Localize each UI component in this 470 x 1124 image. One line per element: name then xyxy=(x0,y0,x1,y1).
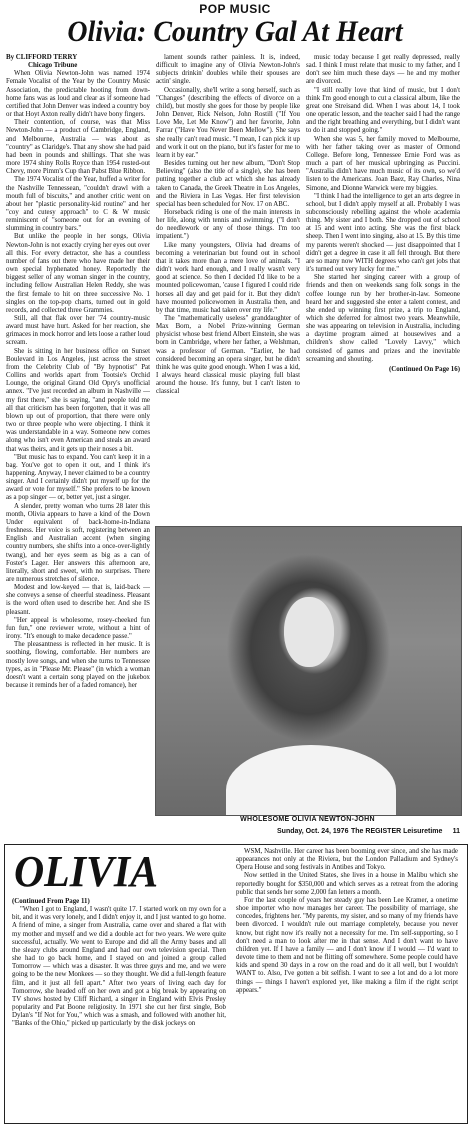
continuation-title: OLIVIA xyxy=(14,847,159,896)
paragraph: Still, all that flak over her '74 country-music award must have hurt. Asked for her reaction, she grimaces in mock horror and lets loose a rather loud scream. xyxy=(6,315,150,347)
page-folio xyxy=(155,828,460,840)
paragraph: The "mathematically useless" granddaughter of Max Born, a Nobel Prize-winning German physicist whose best friend Albert Einstein, she was born in Cambridge, where her father, a Welshman, was a professor of German. "Earlier, he had considered becoming an opera singer, but he didn't think he was quite good enough. When I was a kid, I always heard classical music playing full blast around the house. It's funny, but I can't listen to classical xyxy=(156,315,300,396)
paragraph: "I think I had the intelligence to get an arts degree in school, but I didn't apply myself at all. Probably I was subconsciously rebelling against the whole academia thing. My sister and I both. She dropped out of school at 15 and went into acting. She was the first black sheep. Then I went into singing, also at 15. By this time my parents weren't shocked — just disappointed that I didn't get a degree in case it all fell through. But there are so many now WITH degrees who can't get jobs that it's turned out very lucky for me." xyxy=(306,192,460,274)
paragraph: But unlike the people in her songs, Olivia Newton-John is not exactly crying her eyes out over all this. For every detractor, she has a countless number of fans out there who have made her their own special hyphenated honey. Reportedly the biggest seller of any woman singer in the country, including fellow Australian Helen Reddy, she was the first female to hit on three successive No. 1 singles on the top-pop charts, turned out in gold records, and collected three Grammies. xyxy=(6,233,150,314)
section-label: POP MUSIC xyxy=(199,2,271,16)
folio-date: Sunday, Oct. 24, 1976 xyxy=(277,828,349,835)
article-headline: Olivia: Country Gal At Heart xyxy=(67,15,403,48)
photo-caption: WHOLESOME OLIVIA NEWTON-JOHN xyxy=(240,816,375,823)
folio-page-number: 11 xyxy=(452,828,460,835)
paragraph: "When I got to England, I wasn't quite 17. I started work on my own for a bit, and it was very lonely, and I didn't enjoy it, and I just wanted to go home. A friend of mine, a singer from Australia, came over and shared a flat with my mother and myself and we did a double act for two years. We were quite successful, actually. We went to Europe and did all the Army bases and all the sleazy clubs around England and had our own television special. Then she had to go back home, and I stayed on and joined a group called Tomorrow — which was a disaster. It was three guys and me, and we were going to be the new Monkees — so they thought. We did a full-length feature film, and it just all fell apart." After two years of living each day for Tomorrow, she headed off on her own and got a big break by appearing on TV shows hosted by Cliff Richard, a singer in England with Elvis Presley popularity and Pat Boone religiosity. In 1971 she cut her first single, Bob Dylan's "If Not for You," which was a smash, and followed with another hit, "Banks of the Ohio," picked up particularly by the disk jockeys on xyxy=(12,906,226,1028)
paragraph: The 1974 Vocalist of the Year, huffed a writer for the Nashville Tennessean, "couldn't drawl with a mouth full of biscuits," and another critic went on about her "plastic personality-kid routine" and her "coy and cutesy approach" to C & W music reminiscent of "someone out for an evening of slumming in country bars." xyxy=(6,176,150,233)
paragraph: Besides turning out her new album, "Don't Stop Believing" (also the title of a single), she has been putting together a club act which she has already taken to Canada, the Greek Theatre in Los Angeles, and the Riviera in Las Vegas. Her first television special has been scheduled for Nov. 17 on ABC. xyxy=(156,160,300,208)
continuation-column-1 xyxy=(12,898,226,1120)
continued-from-note: (Continued From Page 11) xyxy=(12,898,90,905)
paragraph: Now settled in the United States, she lives in a house in Malibu which she reportedly bought for $350,000 and which serves as a retreat from the adoring public that sends her some 2,000 fan letters a month. xyxy=(236,872,458,896)
paragraph: "I still really love that kind of music, but I don't think I'm good enough to cut a classical album, like the great one Streisand did. When I was about 14, I took one operatic lesson, and the teacher said I had the range and the right breathing and everything, but I didn't want to do it and stopped going." xyxy=(306,86,460,135)
paragraph: "But music has to expand. You can't keep it in a bag. You've got to open it out, and I think it's happening. Anyway, I never claimed to be a country singer. And I certainly didn't put myself up for the award or vote for myself." She prefers to be known as a pop singer — or, better yet, just a singer. xyxy=(6,453,150,502)
portrait-photo xyxy=(155,526,462,816)
paragraph: lament sounds rather painless. It is, indeed, difficult to imagine any of Olivia Newton-John's subjects drinkin' doubles while their spouses are actin' single. xyxy=(156,54,300,86)
paragraph: Modest and low-keyed — that is, laid-back — she conveys a sense of cheerful steadiness. Pleasant is the word often used to describe her. And she IS pleasant. xyxy=(6,584,150,616)
paragraph: For the last couple of years her steady guy has been Lee Kramer, a onetime shoe importer who now manages her career. The possibility of marriage, she concedes, frightens her. "My parents, my sister, and so many of my friends have been divorced. I wouldn't rule out marriage completely, because you never know, but right now it's really not a necessity for me. I'm self-supporting, so I don't need a man to look after me in that sense. And I don't want to have children yet. If I have a family — and I don't know if I would — I'd want to devote time to them and not be flitting off somewhere. Some people could have kids and spend 30 days in a row on the road and do it all well, but I wouldn't WANT to. Also, I've gotten a bit selfish. I want to see a lot and do a lot more things — things I haven't explored yet, like making a film if the right script appears." xyxy=(236,896,458,994)
continuation-column-2 xyxy=(236,848,458,1120)
paragraph: music today because I get really depressed, really sad. I think I must relate that music to my father, and I don't see him much these days — he and my mother are divorced. xyxy=(306,54,460,86)
paragraph: When she was 5, her family moved to Melbourne, with her father taking over as master of Ormond College. Before long, Tennessee Ernie Ford was as much a part of her musical upbringing as Puccini. "Australia didn't have much music of its own, so we'd listen to the Americans. Joan Baez, Ray Charles, Nina Simone, and Dionne Warwick were my biggies. xyxy=(306,135,460,192)
paragraph: She started her singing career with a group of friends and then on weekends sang folk songs in the coffee lounge run by her brother-in-law. Someone heard her and suggested she enter a talent contest, and she ended up winning first prize, a trip to England, which she deferred for almost two years. Meanwhile, she was appearing on television in Australia, including a daytime program aimed at housewives and a children's show called "Lovely Lavvy," which consisted of games and prizes and the inevitable screaming and shouting. xyxy=(306,274,460,363)
paragraph: Occasionally, she'll write a song herself, such as "Changes" (describing the effects of divorce on a child), but mostly she goes for those by people like John Denver, Rick Nelson, John Rostill ("If You Love Me, Let Me Know") and her favorite, John Farrar ("Have You Never Been Mellow"). She says she really can't read music. "I mean, I can pick it up and work it out on the piano, but it's faster for me to learn it by ear." xyxy=(156,86,300,159)
paragraph: Horseback riding is one of the main interests in her life, along with tennis and swimming. ("I don't do needlework or any of those things. I'm too impatient.") xyxy=(156,208,300,241)
article-column-1 xyxy=(6,54,150,838)
paragraph: Their contention, of course, was that Miss Newton-John — a product of Cambridge, England, and Melbourne, Australia — was about as "country" as Claridge's. That any show she had paid had been in pounds and shillings. That she was more 1974 shiny Rolls Royce than 1954 rusted-out Chevy, more Pimm's Cup than Pabst Blue Ribbon. xyxy=(6,119,150,176)
paragraph: When Olivia Newton-John was named 1974 Female Vocalist of the Year by the Country Music Association, the predictable hooting from down-home fans was as loud and clear as if someone had certified that John Denver was indeed a country boy or that Hoyt Axton really didn't have bony fingers. xyxy=(6,70,150,119)
byline-affiliation: Chicago Tribune xyxy=(28,62,78,70)
paragraph: The pleasantness is reflected in her music. It is soothing, flowing, comfortable. Her numbers are mostly love songs, and when she turns to Tennessee types, as in "Please Mr. Please" (in which a woman doesn't want a certain song played on the jukebox because it reminds her of a faded romance), her xyxy=(6,641,150,690)
photo-face-shape xyxy=(284,597,334,667)
paragraph: "Her appeal is wholesome, rosey-cheeked fun fun fun," one reviewer wrote, without a hint of irony. "It's enough to make decadence passe." xyxy=(6,616,150,641)
paragraph: Like many youngsters, Olivia had dreams of becoming a veterinarian but found out in school that it takes more than a mere love of animals. "I didn't work hard enough, and I really wasn't very good at science. So then I decided I'd like to be a mounted policewoman, 'cause I figured I could ride horses all day and get paid for it. But they didn't have mounted policewomen in Australia then, and by that time, music had taken over my life." xyxy=(156,241,300,314)
continued-note: (Continued On Page 16) xyxy=(388,365,460,373)
byline-author: By CLIFFORD TERRY xyxy=(6,54,78,61)
article-column-3 xyxy=(306,54,460,520)
article-column-2 xyxy=(156,54,300,520)
paragraph: WSM, Nashville. Her career has been booming ever since, and she has made appearances not only at the Riviera, but the London Palladium and Sydney's Opera House and song festivals in Antibes and Tokyo. xyxy=(236,848,458,872)
paragraph: She is sitting in her business office on Sunset Boulevard in Los Angeles, just across the street from the Celebrity Club of "By hypnotist" Pat Collins and worlds apart from Tootsie's Orchid Lounge, the original Grand Old Opry's unofficial annex. "I've just recorded an album in Nashville — my first there," she is saying, "and people told me all that criticism has been forgotten, that it was all blown up out of proportion, that there were only two or three people who were objecting. I think it was understandable in a way. Someone new comes along who isn't even American and steals an award that was theirs, and it gets up their noses a bit. xyxy=(6,347,150,453)
folio-paper-name: The REGISTER Leisuretime xyxy=(351,828,443,835)
photo-shoulders-shape xyxy=(226,745,396,816)
paragraph: A slender, pretty woman who turns 28 later this month, Olivia appears to have a kind of the Down Under equivalent of back-home-in-Indiana freshness. Her voice is soft, registering between an English and Australian accent (when singing country numbers, she shifts into a once-over-lightly twang), and her eyes seem as big as a can of Foster's Lager. Her answers this afternoon are, literally, short and sweet, with no surprises. There are numerous stretches of silence. xyxy=(6,502,150,583)
